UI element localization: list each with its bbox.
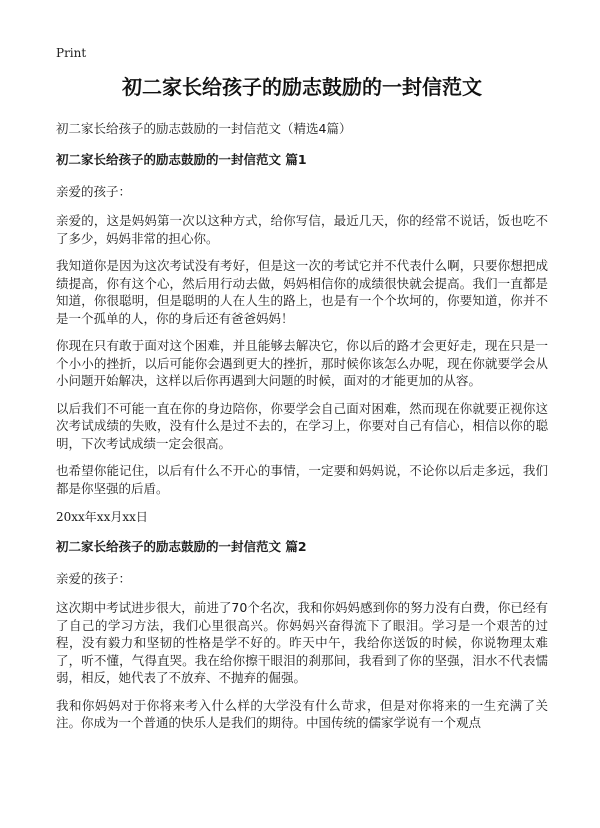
letter-paragraph: 你现在只有敢于面对这个困难，并且能够去解决它，你以后的路才会更好走，现在只是一个小小的挫折，以后可能你会遇到更大的挫折，那时候你该怎么办呢，现在你就要学会从小问题开始解决，这样以后你再遇到大问题的时候，面对的才能更加的从容。 [56, 338, 548, 388]
letter-greeting: 亲爱的孩子： [56, 571, 132, 586]
letter-paragraph: 这次期中考试进步很大，前进了70个名次，我和你妈妈感到你的努力没有白费，你已经有了自己的学习方法，我们心里很高兴。你妈妈兴奋得流下了眼泪。学习是一个艰苦的过程，没有毅力和坚韧的性格是学不好的。昨天中午，我给你送饭的时候，你说物理太难了，听不懂，气得直哭。我在给你擦干眼泪的刹那间，我看到了你的坚强，泪水不代表懦弱，相反，她代表了不放弃、不抛弃的倔强。 [56, 600, 548, 685]
letter-section-1 [56, 150, 548, 527]
section-heading: 初二家长给孩子的励志鼓励的一封信范文 篇2 [56, 539, 307, 554]
letter-paragraph: 也希望你能记住，以后有什么不开心的事情，一定要和妈妈说，不论你以后走多远，我们都是你坚强的后盾。 [56, 463, 548, 496]
letter-paragraph: 我和你妈妈对于你将来考入什么样的大学没有什么苛求，但是对你将来的一生充满了关注。你成为一个普通的快乐人是我们的期待。中国传统的儒家学说有一个观点 [56, 697, 548, 730]
letter-paragraph: 以后我们不可能一直在你的身边陪你，你要学会自己面对困难，然而现在你就要正视你这次考试成绩的失败，没有什么是过不去的，在学习上，你要对自己有信心，相信以你的聪明，下次考试成绩一定会很高。 [56, 400, 548, 451]
document-subtitle: 初二家长给孩子的励志鼓励的一封信范文（精选4篇） [56, 121, 352, 136]
letter-section-2 [56, 537, 548, 732]
print-label[interactable]: Print [56, 46, 87, 60]
letter-date: 20xx年xx月xx日 [56, 510, 148, 524]
letter-greeting: 亲爱的孩子： [56, 184, 132, 199]
section-heading: 初二家长给孩子的励志鼓励的一封信范文 篇1 [56, 152, 307, 167]
letter-paragraph: 亲爱的，这是妈妈第一次以这种方式，给你写信，最近几天，你的经常不说话，饭也吃不了多少，妈妈非常的担心你。 [56, 213, 548, 246]
page-title: 初二家长给孩子的励志鼓励的一封信范文 [122, 75, 482, 99]
letter-paragraph: 我知道你是因为这次考试没有考好，但是这一次的考试它并不代表什么啊，只要你想把成绩提高，你有这个心，然后用行动去做，妈妈相信你的成绩很快就会提高。我们一直都是知道，你很聪明，但是聪明的人在人生的路上，也是有一个个坎坷的，你要知道，你并不是一个孤单的人，你的身后还有爸爸妈妈！ [56, 258, 548, 326]
